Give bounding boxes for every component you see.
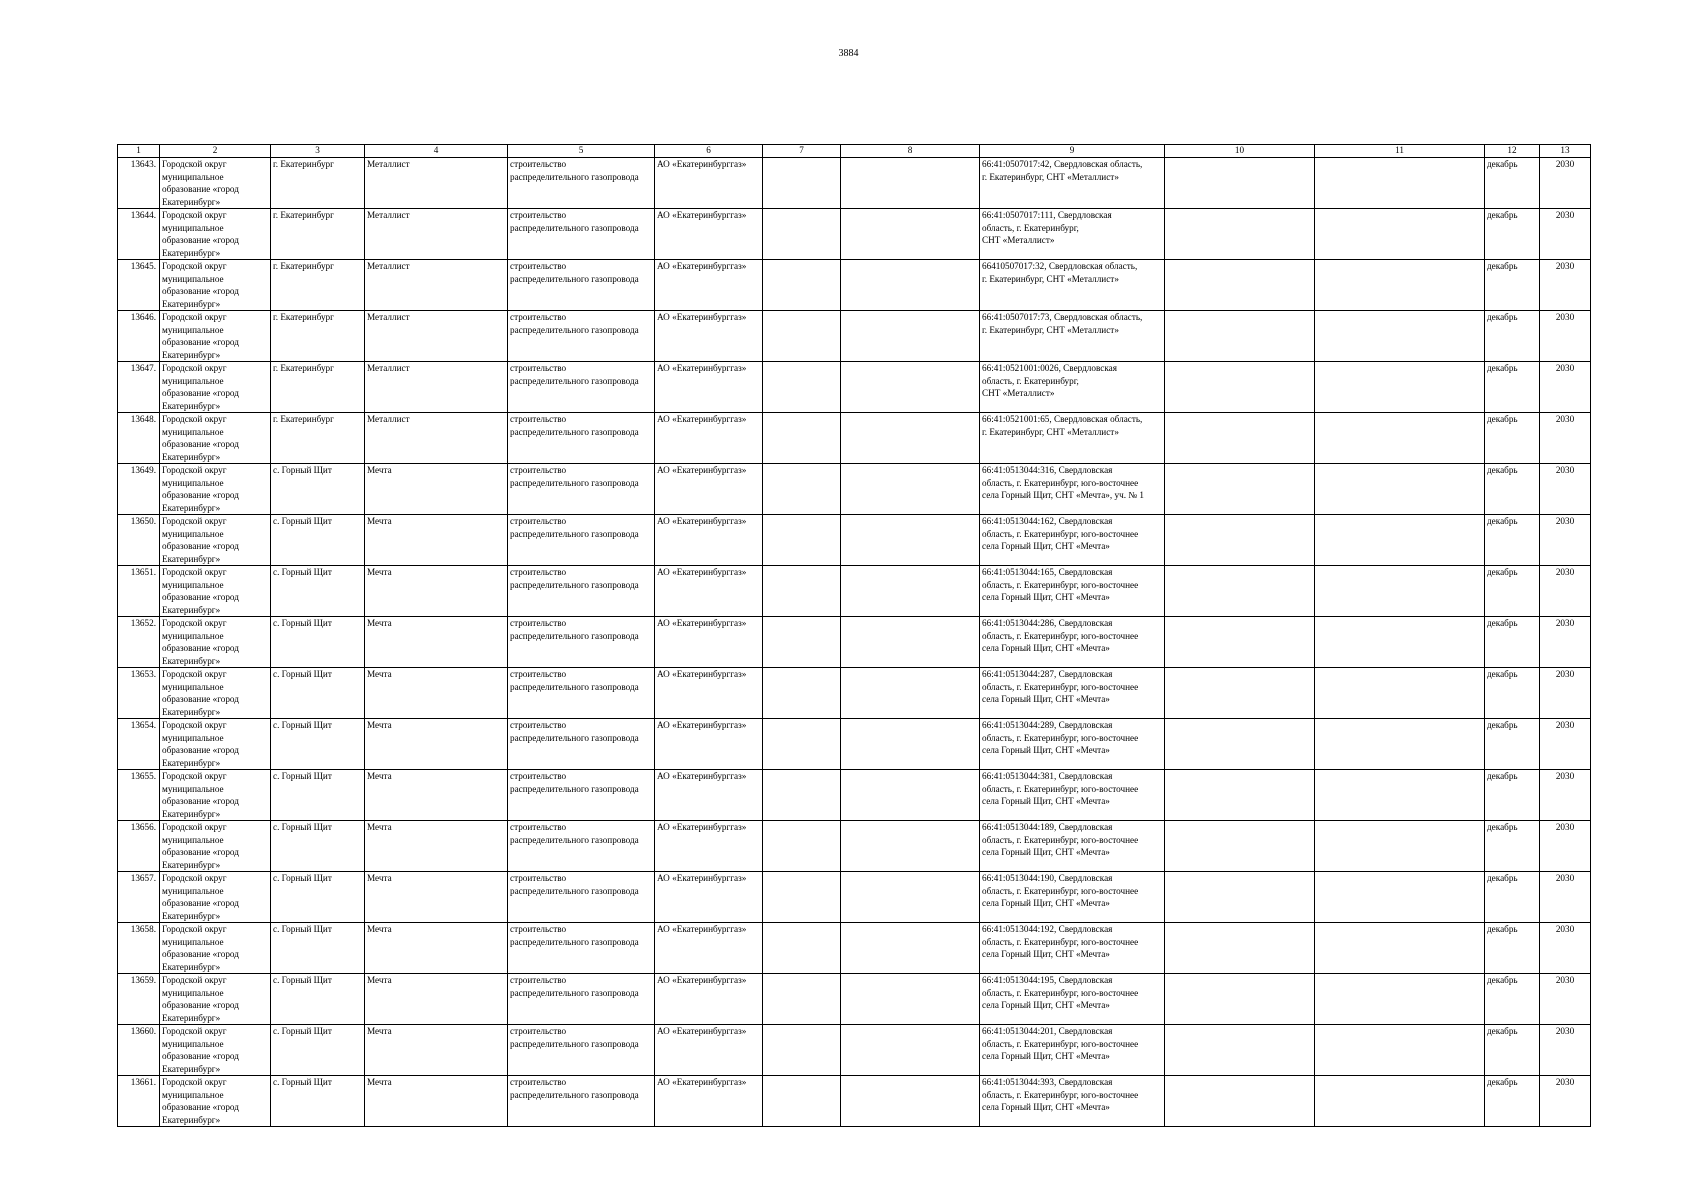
work-type-cell: строительство распределительного газопровода [508,719,655,770]
column-7-cell [763,209,841,260]
site-cell: Мечта [365,515,508,566]
month-cell: декабрь [1485,719,1540,770]
column-10-cell [1165,362,1315,413]
work-type-cell: строительство распределительного газопровода [508,209,655,260]
year-cell: 2030 [1540,872,1591,923]
header-row [118,145,1591,158]
column-10-cell [1165,515,1315,566]
organization-cell: АО «Екатеринбурггаз» [655,1025,763,1076]
municipality-cell: Городской округ муниципальное образование «город Екатеринбург» [160,770,271,821]
year-cell: 2030 [1540,821,1591,872]
settlement-cell: г. Екатеринбург [271,413,365,464]
row-number: 13646. [118,311,160,362]
column-7-cell [763,1025,841,1076]
municipality-cell: Городской округ муниципальное образование «город Екатеринбург» [160,668,271,719]
site-cell: Металлист [365,413,508,464]
cadastral-address-cell: 66410507017:32, Свердловская область, г. Екатеринбург, СНТ «Металлист» [980,260,1165,311]
cadastral-address-cell: 66:41:0513044:189, Свердловская область, г. Екатеринбург, юго-восточнее села Горный Щит, СНТ «Мечта» [980,821,1165,872]
settlement-cell: с. Горный Щит [271,923,365,974]
column-7-cell [763,821,841,872]
month-cell: декабрь [1485,923,1540,974]
settlement-cell: с. Горный Щит [271,566,365,617]
settlement-cell: г. Екатеринбург [271,311,365,362]
row-number: 13655. [118,770,160,821]
column-11-cell [1315,413,1485,464]
row-number: 13649. [118,464,160,515]
cadastral-address-cell: 66:41:0513044:287, Свердловская область, г. Екатеринбург, юго-восточнее села Горный Щит, СНТ «Мечта» [980,668,1165,719]
column-header-7: 7 [763,145,841,158]
site-cell: Металлист [365,311,508,362]
table-row [118,1076,1591,1127]
organization-cell: АО «Екатеринбурггаз» [655,260,763,311]
municipality-cell: Городской округ муниципальное образование «город Екатеринбург» [160,362,271,413]
row-number: 13652. [118,617,160,668]
table-row [118,1025,1591,1076]
row-number: 13653. [118,668,160,719]
municipality-cell: Городской округ муниципальное образование «город Екатеринбург» [160,515,271,566]
year-cell: 2030 [1540,668,1591,719]
column-7-cell [763,158,841,209]
cadastral-address-cell: 66:41:0513044:381, Свердловская область, г. Екатеринбург, юго-восточнее села Горный Щит, СНТ «Мечта» [980,770,1165,821]
table-row [118,668,1591,719]
site-cell: Мечта [365,464,508,515]
site-cell: Мечта [365,872,508,923]
organization-cell: АО «Екатеринбурггаз» [655,158,763,209]
column-8-cell [841,668,980,719]
column-11-cell [1315,923,1485,974]
column-11-cell [1315,464,1485,515]
municipality-cell: Городской округ муниципальное образование «город Екатеринбург» [160,566,271,617]
organization-cell: АО «Екатеринбурггаз» [655,719,763,770]
column-8-cell [841,719,980,770]
column-8-cell [841,413,980,464]
settlement-cell: с. Горный Щит [271,719,365,770]
cadastral-address-cell: 66:41:0513044:286, Свердловская область, г. Екатеринбург, юго-восточнее села Горный Щит, СНТ «Мечта» [980,617,1165,668]
column-8-cell [841,1076,980,1127]
settlement-cell: г. Екатеринбург [271,209,365,260]
row-number: 13659. [118,974,160,1025]
column-7-cell [763,617,841,668]
table-row [118,770,1591,821]
year-cell: 2030 [1540,923,1591,974]
column-8-cell [841,260,980,311]
table-row [118,974,1591,1025]
table-row [118,566,1591,617]
month-cell: декабрь [1485,1025,1540,1076]
cadastral-address-cell: 66:41:0521001:65, Свердловская область, г. Екатеринбург, СНТ «Металлист» [980,413,1165,464]
site-cell: Мечта [365,668,508,719]
column-11-cell [1315,770,1485,821]
work-type-cell: строительство распределительного газопровода [508,821,655,872]
column-header-11: 11 [1315,145,1485,158]
column-8-cell [841,872,980,923]
month-cell: декабрь [1485,1076,1540,1127]
year-cell: 2030 [1540,1076,1591,1127]
municipality-cell: Городской округ муниципальное образование «город Екатеринбург» [160,923,271,974]
year-cell: 2030 [1540,464,1591,515]
site-cell: Мечта [365,974,508,1025]
column-11-cell [1315,1076,1485,1127]
year-cell: 2030 [1540,617,1591,668]
settlement-cell: г. Екатеринбург [271,158,365,209]
municipality-cell: Городской округ муниципальное образование «город Екатеринбург» [160,974,271,1025]
cadastral-address-cell: 66:41:0513044:316, Свердловская область, г. Екатеринбург, юго-восточнее села Горный Щит, СНТ «Мечта», уч. № 1 [980,464,1165,515]
column-8-cell [841,464,980,515]
row-number: 13648. [118,413,160,464]
column-11-cell [1315,617,1485,668]
column-10-cell [1165,311,1315,362]
column-header-2: 2 [160,145,271,158]
column-7-cell [763,923,841,974]
settlement-cell: с. Горный Щит [271,974,365,1025]
row-number: 13644. [118,209,160,260]
municipality-cell: Городской округ муниципальное образование «город Екатеринбург» [160,821,271,872]
month-cell: декабрь [1485,209,1540,260]
settlement-cell: с. Горный Щит [271,668,365,719]
column-7-cell [763,1076,841,1127]
organization-cell: АО «Екатеринбурггаз» [655,311,763,362]
column-7-cell [763,719,841,770]
column-header-3: 3 [271,145,365,158]
column-7-cell [763,413,841,464]
column-11-cell [1315,260,1485,311]
settlement-cell: с. Горный Щит [271,617,365,668]
site-cell: Мечта [365,1025,508,1076]
year-cell: 2030 [1540,362,1591,413]
month-cell: декабрь [1485,515,1540,566]
table-row [118,821,1591,872]
row-number: 13656. [118,821,160,872]
organization-cell: АО «Екатеринбурггаз» [655,464,763,515]
column-11-cell [1315,974,1485,1025]
column-8-cell [841,209,980,260]
column-8-cell [841,311,980,362]
year-cell: 2030 [1540,515,1591,566]
organization-cell: АО «Екатеринбурггаз» [655,974,763,1025]
organization-cell: АО «Екатеринбурггаз» [655,566,763,617]
site-cell: Мечта [365,1076,508,1127]
work-type-cell: строительство распределительного газопровода [508,617,655,668]
work-type-cell: строительство распределительного газопровода [508,1025,655,1076]
column-11-cell [1315,821,1485,872]
work-type-cell: строительство распределительного газопровода [508,311,655,362]
column-10-cell [1165,668,1315,719]
cadastral-address-cell: 66:41:0513044:192, Свердловская область, г. Екатеринбург, юго-восточнее села Горный Щит, СНТ «Мечта» [980,923,1165,974]
organization-cell: АО «Екатеринбурггаз» [655,872,763,923]
month-cell: декабрь [1485,668,1540,719]
year-cell: 2030 [1540,719,1591,770]
column-8-cell [841,770,980,821]
column-10-cell [1165,1025,1315,1076]
column-11-cell [1315,566,1485,617]
year-cell: 2030 [1540,974,1591,1025]
organization-cell: АО «Екатеринбурггаз» [655,209,763,260]
site-cell: Мечта [365,770,508,821]
column-10-cell [1165,413,1315,464]
column-8-cell [841,974,980,1025]
municipality-cell: Городской округ муниципальное образование «город Екатеринбург» [160,158,271,209]
work-type-cell: строительство распределительного газопровода [508,515,655,566]
table-row [118,158,1591,209]
cadastral-address-cell: 66:41:0513044:190, Свердловская область, г. Екатеринбург, юго-восточнее села Горный Щит, СНТ «Мечта» [980,872,1165,923]
work-type-cell: строительство распределительного газопровода [508,1076,655,1127]
site-cell: Металлист [365,158,508,209]
column-header-4: 4 [365,145,508,158]
column-7-cell [763,974,841,1025]
work-type-cell: строительство распределительного газопровода [508,362,655,413]
column-header-1: 1 [118,145,160,158]
column-10-cell [1165,923,1315,974]
municipality-cell: Городской округ муниципальное образование «город Екатеринбург» [160,260,271,311]
work-type-cell: строительство распределительного газопровода [508,158,655,209]
column-10-cell [1165,1076,1315,1127]
settlement-cell: г. Екатеринбург [271,260,365,311]
cadastral-address-cell: 66:41:0507017:111, Свердловская область, г. Екатеринбург, СНТ «Металлист» [980,209,1165,260]
year-cell: 2030 [1540,1025,1591,1076]
column-7-cell [763,872,841,923]
column-7-cell [763,668,841,719]
column-8-cell [841,1025,980,1076]
column-7-cell [763,770,841,821]
month-cell: декабрь [1485,311,1540,362]
organization-cell: АО «Екатеринбурггаз» [655,413,763,464]
column-10-cell [1165,821,1315,872]
table-body [118,158,1591,1127]
site-cell: Мечта [365,566,508,617]
table-row [118,719,1591,770]
municipality-cell: Городской округ муниципальное образование «город Екатеринбург» [160,413,271,464]
organization-cell: АО «Екатеринбурггаз» [655,362,763,413]
column-10-cell [1165,719,1315,770]
site-cell: Металлист [365,260,508,311]
month-cell: декабрь [1485,974,1540,1025]
month-cell: декабрь [1485,158,1540,209]
settlement-cell: с. Горный Щит [271,770,365,821]
column-10-cell [1165,617,1315,668]
year-cell: 2030 [1540,209,1591,260]
table-row [118,617,1591,668]
municipality-cell: Городской округ муниципальное образование «город Екатеринбург» [160,617,271,668]
year-cell: 2030 [1540,260,1591,311]
organization-cell: АО «Екатеринбурггаз» [655,923,763,974]
page-number: 3884 [838,48,859,59]
site-cell: Металлист [365,209,508,260]
municipality-cell: Городской округ муниципальное образование «город Екатеринбург» [160,1025,271,1076]
municipality-cell: Городской округ муниципальное образование «город Екатеринбург» [160,209,271,260]
work-type-cell: строительство распределительного газопровода [508,566,655,617]
month-cell: декабрь [1485,260,1540,311]
column-8-cell [841,617,980,668]
work-type-cell: строительство распределительного газопровода [508,770,655,821]
column-8-cell [841,158,980,209]
column-10-cell [1165,566,1315,617]
column-header-12: 12 [1485,145,1540,158]
column-header-5: 5 [508,145,655,158]
row-number: 13654. [118,719,160,770]
column-header-10: 10 [1165,145,1315,158]
column-header-8: 8 [841,145,980,158]
cadastral-address-cell: 66:41:0513044:162, Свердловская область, г. Екатеринбург, юго-восточнее села Горный Щит, СНТ «Мечта» [980,515,1165,566]
column-7-cell [763,362,841,413]
organization-cell: АО «Екатеринбурггаз» [655,1076,763,1127]
column-header-13: 13 [1540,145,1591,158]
month-cell: декабрь [1485,362,1540,413]
column-11-cell [1315,872,1485,923]
row-number: 13658. [118,923,160,974]
site-cell: Мечта [365,923,508,974]
month-cell: декабрь [1485,413,1540,464]
column-7-cell [763,515,841,566]
row-number: 13657. [118,872,160,923]
column-8-cell [841,923,980,974]
row-number: 13651. [118,566,160,617]
row-number: 13650. [118,515,160,566]
table-header [118,145,1591,158]
column-11-cell [1315,158,1485,209]
column-7-cell [763,311,841,362]
municipality-cell: Городской округ муниципальное образование «город Екатеринбург» [160,719,271,770]
month-cell: декабрь [1485,464,1540,515]
site-cell: Металлист [365,362,508,413]
row-number: 13643. [118,158,160,209]
table-row [118,872,1591,923]
column-11-cell [1315,311,1485,362]
month-cell: декабрь [1485,872,1540,923]
column-10-cell [1165,974,1315,1025]
column-header-9: 9 [980,145,1165,158]
table-row [118,209,1591,260]
column-7-cell [763,260,841,311]
column-11-cell [1315,1025,1485,1076]
settlement-cell: с. Горный Щит [271,821,365,872]
cadastral-address-cell: 66:41:0513044:201, Свердловская область, г. Екатеринбург, юго-восточнее села Горный Щит, СНТ «Мечта» [980,1025,1165,1076]
table-row [118,515,1591,566]
organization-cell: АО «Екатеринбурггаз» [655,515,763,566]
row-number: 13645. [118,260,160,311]
column-11-cell [1315,668,1485,719]
column-7-cell [763,566,841,617]
table-row [118,464,1591,515]
month-cell: декабрь [1485,821,1540,872]
column-10-cell [1165,260,1315,311]
column-11-cell [1315,362,1485,413]
month-cell: декабрь [1485,566,1540,617]
row-number: 13661. [118,1076,160,1127]
organization-cell: АО «Екатеринбурггаз» [655,821,763,872]
column-8-cell [841,566,980,617]
column-10-cell [1165,464,1315,515]
table-row [118,260,1591,311]
row-number: 13647. [118,362,160,413]
cadastral-address-cell: 66:41:0513044:393, Свердловская область, г. Екатеринбург, юго-восточнее села Горный Щит, СНТ «Мечта» [980,1076,1165,1127]
column-8-cell [841,821,980,872]
table-row [118,413,1591,464]
organization-cell: АО «Екатеринбурггаз» [655,617,763,668]
month-cell: декабрь [1485,617,1540,668]
year-cell: 2030 [1540,158,1591,209]
settlement-cell: г. Екатеринбург [271,362,365,413]
municipality-cell: Городской округ муниципальное образование «город Екатеринбург» [160,1076,271,1127]
settlement-cell: с. Горный Щит [271,1076,365,1127]
cadastral-address-cell: 66:41:0513044:289, Свердловская область, г. Екатеринбург, юго-восточнее села Горный Щит, СНТ «Мечта» [980,719,1165,770]
column-8-cell [841,515,980,566]
cadastral-address-cell: 66:41:0513044:165, Свердловская область, г. Екатеринбург, юго-восточнее села Горный Щит, СНТ «Мечта» [980,566,1165,617]
settlement-cell: с. Горный Щит [271,1025,365,1076]
cadastral-address-cell: 66:41:0507017:42, Свердловская область, г. Екатеринбург, СНТ «Металлист» [980,158,1165,209]
column-10-cell [1165,158,1315,209]
settlement-cell: с. Горный Щит [271,515,365,566]
column-10-cell [1165,209,1315,260]
year-cell: 2030 [1540,311,1591,362]
work-type-cell: строительство распределительного газопровода [508,872,655,923]
work-type-cell: строительство распределительного газопровода [508,464,655,515]
table-row [118,362,1591,413]
work-type-cell: строительство распределительного газопровода [508,668,655,719]
column-7-cell [763,464,841,515]
table-row [118,923,1591,974]
work-type-cell: строительство распределительного газопровода [508,923,655,974]
column-header-6: 6 [655,145,763,158]
gasification-table [117,144,1591,1127]
column-11-cell [1315,719,1485,770]
settlement-cell: с. Горный Щит [271,872,365,923]
settlement-cell: с. Горный Щит [271,464,365,515]
cadastral-address-cell: 66:41:0507017:73, Свердловская область, г. Екатеринбург, СНТ «Металлист» [980,311,1165,362]
cadastral-address-cell: 66:41:0513044:195, Свердловская область, г. Екатеринбург, юго-восточнее села Горный Щит, СНТ «Мечта» [980,974,1165,1025]
year-cell: 2030 [1540,413,1591,464]
month-cell: декабрь [1485,770,1540,821]
work-type-cell: строительство распределительного газопровода [508,260,655,311]
cadastral-address-cell: 66:41:0521001:0026, Свердловская область, г. Екатеринбург, СНТ «Металлист» [980,362,1165,413]
year-cell: 2030 [1540,770,1591,821]
column-10-cell [1165,770,1315,821]
column-10-cell [1165,872,1315,923]
column-8-cell [841,362,980,413]
municipality-cell: Городской округ муниципальное образование «город Екатеринбург» [160,311,271,362]
row-number: 13660. [118,1025,160,1076]
work-type-cell: строительство распределительного газопровода [508,413,655,464]
site-cell: Мечта [365,821,508,872]
work-type-cell: строительство распределительного газопровода [508,974,655,1025]
site-cell: Мечта [365,719,508,770]
organization-cell: АО «Екатеринбурггаз» [655,770,763,821]
municipality-cell: Городской округ муниципальное образование «город Екатеринбург» [160,872,271,923]
municipality-cell: Городской округ муниципальное образование «город Екатеринбург» [160,464,271,515]
table-row [118,311,1591,362]
year-cell: 2030 [1540,566,1591,617]
site-cell: Мечта [365,617,508,668]
column-11-cell [1315,515,1485,566]
column-11-cell [1315,209,1485,260]
organization-cell: АО «Екатеринбурггаз» [655,668,763,719]
